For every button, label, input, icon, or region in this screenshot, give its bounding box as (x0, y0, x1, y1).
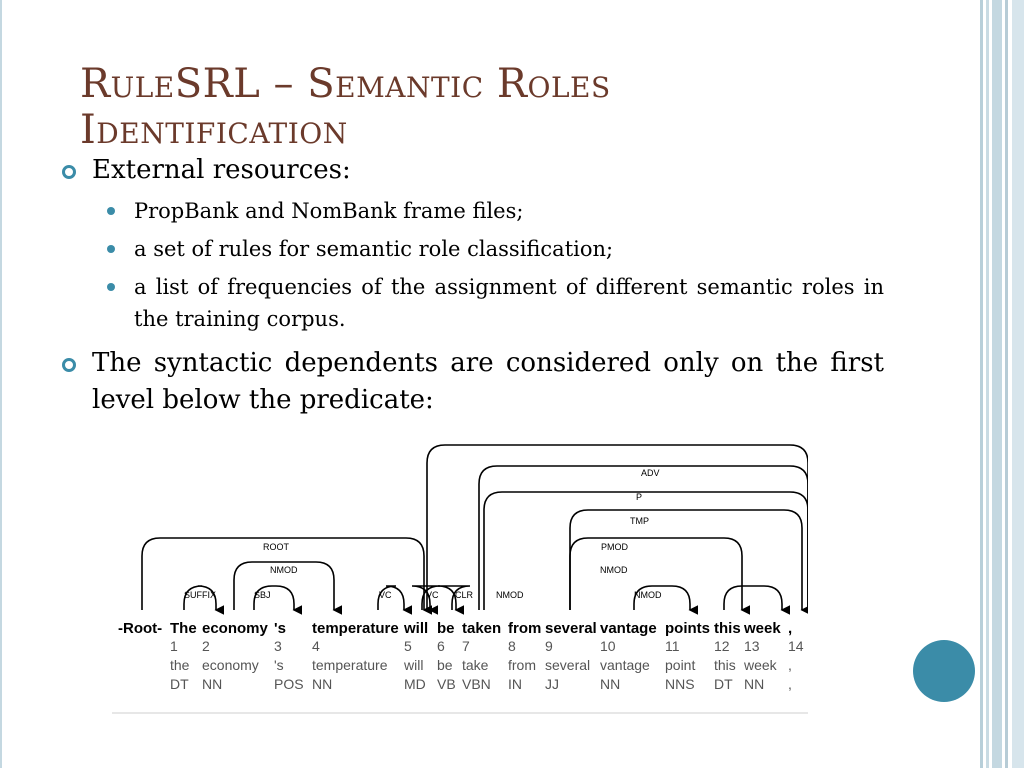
slide-title-line2: Identification (80, 106, 348, 153)
bullet-text: External resources: (92, 155, 351, 185)
token-pos-tag: POS (274, 676, 304, 692)
token-pos-tag: NNS (665, 676, 695, 692)
token-lemma: the (170, 657, 190, 673)
slide-body (62, 152, 884, 425)
token-lemma: 's (274, 657, 284, 673)
arc-label: SBJ (254, 590, 271, 600)
sub-bullet-item (62, 233, 884, 265)
token-pos-tag: NN (744, 676, 765, 692)
arc-label: SUFFIX (184, 590, 217, 600)
arc-label: CLR (455, 590, 474, 600)
sub-bullet-text: PropBank and NomBank frame files; (134, 199, 524, 223)
token-pos-tag: DT (170, 676, 189, 692)
arc-label: NMOD (496, 590, 524, 600)
left-edge-decoration (0, 0, 2, 768)
sub-bullet-text: a set of rules for semantic role classification; (134, 237, 614, 261)
word-token: this (714, 620, 741, 637)
decorative-circle (913, 640, 975, 702)
token-index: 6 (437, 638, 445, 654)
token-index: 11 (665, 638, 680, 654)
token-pos-tag: NN (600, 676, 621, 692)
token-lemma: be (437, 657, 453, 673)
arc-label: NMOD (634, 590, 662, 600)
arc-label: NMOD (270, 565, 298, 575)
word-token: vantage (600, 620, 657, 637)
right-stripe (1012, 0, 1024, 768)
token-lemma: , (788, 657, 792, 673)
token-lemma: several (545, 657, 591, 673)
word-token: points (665, 620, 710, 637)
word-token: temperature (312, 620, 399, 637)
token-pos-tag: , (788, 676, 792, 692)
bullet-dot-icon (107, 245, 115, 253)
sub-bullet-item (62, 271, 884, 335)
token-lemma: economy (202, 657, 259, 673)
arc-label: ROOT (263, 542, 289, 552)
bullet-text: The syntactic dependents are considered only on the first level below the predicate: (92, 348, 884, 415)
dependency-tree-diagram (112, 440, 808, 715)
bullet-ring-icon (62, 358, 76, 372)
arc-label: PMOD (601, 542, 628, 552)
word-token: be (437, 620, 455, 637)
token-lemma: vantage (600, 657, 650, 673)
word-token: from (508, 620, 542, 637)
word-token: -Root- (118, 620, 163, 637)
slide-title (80, 61, 900, 153)
bullet-dot-icon (107, 207, 115, 215)
token-index: 10 (600, 638, 616, 654)
token-index: 14 (788, 638, 804, 654)
sub-bullet-list (62, 195, 884, 335)
word-token: several (545, 620, 597, 637)
slide-title-line1: RuleSRL – Semantic Roles (80, 60, 611, 107)
word-token: economy (202, 620, 268, 637)
token-index: 1 (170, 638, 178, 654)
token-index: 12 (714, 638, 730, 654)
arc-label: VC (379, 590, 392, 600)
token-index: 13 (744, 638, 760, 654)
sub-bullet-text: a list of frequencies of the assignment of different semantic roles in the training corpus. (134, 275, 884, 331)
word-token: week (744, 620, 781, 637)
token-index: 3 (274, 638, 282, 654)
token-lemma: take (462, 657, 489, 673)
token-index: 7 (462, 638, 470, 654)
token-pos-tag: IN (508, 676, 522, 692)
arc-label: TMP (630, 516, 649, 526)
bullet-dot-icon (107, 283, 115, 291)
token-lemma: from (508, 657, 536, 673)
word-token: 's (274, 620, 286, 637)
token-pos-tag: NN (312, 676, 333, 692)
word-token: The (170, 620, 197, 637)
arc-label: P (636, 492, 643, 502)
dependency-tree-svg (112, 440, 808, 715)
arc-label: VC (426, 590, 439, 600)
arc-label: ADV (641, 468, 660, 478)
token-lemma: point (665, 657, 696, 673)
arc-label: NMOD (600, 565, 628, 575)
token-pos-tag: NN (202, 676, 223, 692)
token-index: 4 (312, 638, 320, 654)
word-token: , (788, 620, 793, 637)
word-token: taken (462, 620, 502, 637)
right-stripe (980, 0, 983, 768)
bullet-external-resources (62, 152, 884, 189)
sub-bullet-item (62, 195, 884, 227)
right-stripe (986, 0, 989, 768)
token-pos-tag: VB (437, 676, 456, 692)
word-token: will (404, 620, 429, 637)
token-index: 2 (202, 638, 210, 654)
token-index: 9 (545, 638, 553, 654)
token-pos-tag: VBN (462, 676, 491, 692)
bullet-ring-icon (62, 165, 76, 179)
token-lemma: this (714, 657, 736, 673)
token-pos-tag: DT (714, 676, 733, 692)
token-lemma: temperature (312, 657, 388, 673)
token-pos-tag: MD (404, 676, 426, 692)
right-stripe (1005, 0, 1008, 768)
right-stripe (992, 0, 1002, 768)
token-lemma: week (744, 657, 777, 673)
token-index: 5 (404, 638, 412, 654)
token-lemma: will (404, 657, 424, 673)
token-index: 8 (508, 638, 516, 654)
bullet-syntactic-dependents (62, 345, 884, 419)
token-pos-tag: JJ (545, 676, 559, 692)
